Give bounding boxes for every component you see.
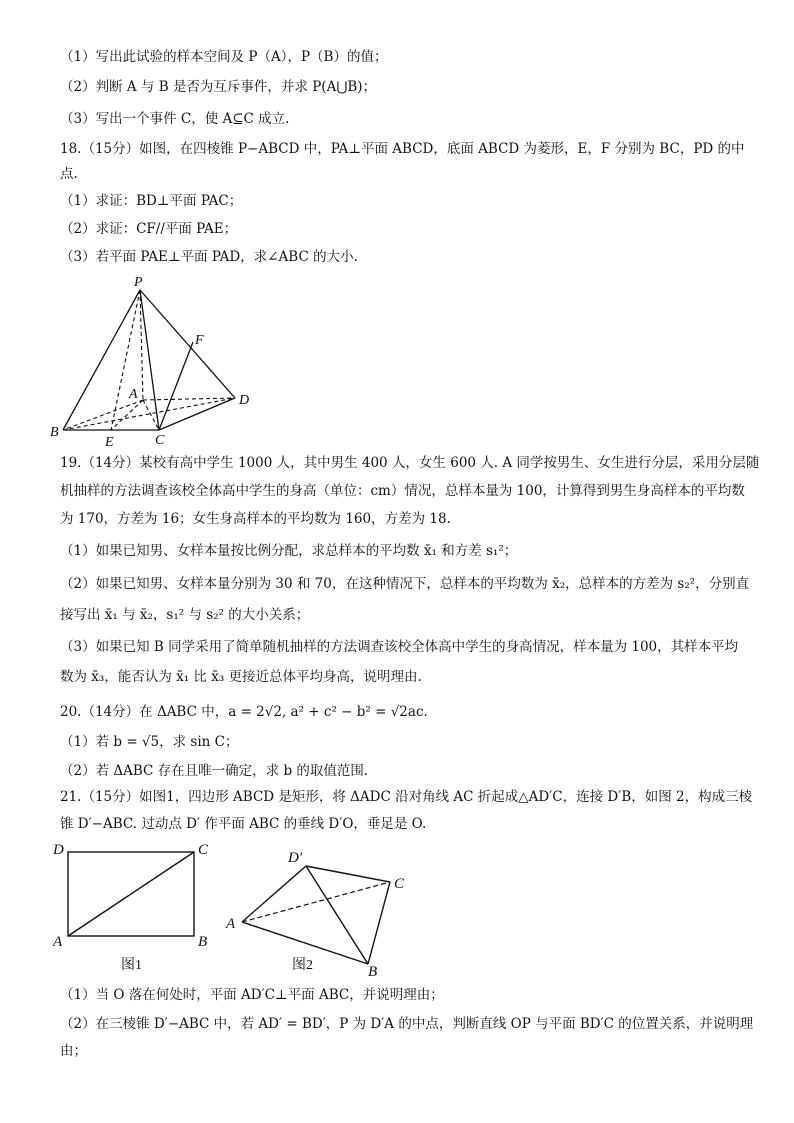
fig1-label-D: D — [53, 842, 64, 858]
diagonal-BD — [63, 398, 235, 430]
edge-DB — [306, 866, 368, 964]
q20-part1: （1）若 b = √5，求 sin C； — [60, 734, 239, 750]
q19-part2-line2: 接写出 x̄₁ 与 x̄₂，s₁² 与 s₂² 的大小关系； — [60, 607, 310, 623]
fig2-label-C: C — [394, 876, 405, 892]
label-C: C — [155, 433, 165, 448]
label-P: P — [134, 275, 143, 290]
q18-stem-line1: 18.（15分）如图，在四棱锥 P−ABCD 中，PA⊥平面 ABCD，底面 ABCD 为菱形，E，F 分别为 BC，PD 的中 — [60, 141, 745, 157]
edge-AD — [143, 398, 235, 400]
segment-PE — [111, 290, 140, 430]
fig2-caption: 图2 — [292, 958, 313, 973]
fig2-label-D: D′ — [288, 850, 303, 866]
q19-part1: （1）如果已知男、女样本量按比例分配，求总样本的平均数 x̄₁ 和方差 s₁²； — [60, 543, 518, 559]
edge-PB — [63, 290, 140, 430]
fig1-label-A: A — [53, 934, 63, 950]
diagonal-AC — [68, 852, 194, 936]
q21-part2-line1: （2）在三棱锥 D′−ABC 中，若 AD′ = BD′，P 为 D′A 的中点，判断直线 OP 与平面 BD′C 的位置关系，并说明理 — [60, 1016, 754, 1032]
pyramid-figure — [45, 270, 275, 450]
q17-part3: （3）写出一个事件 C，使 A⊆C 成立. — [60, 111, 290, 127]
q19-part2-line1: （2）如果已知男、女样本量分别为 30 和 70，在这种情况下，总样本的平均数为 x̄₂，总样本的方差为 s₂²，分别直 — [60, 576, 750, 592]
segment-AE — [111, 400, 143, 430]
fig2-label-A: A — [226, 916, 236, 932]
q19-stem-line2: 机抽样的方法调查该校全体高中学生的身高（单位：cm）情况，总样本量为 100，计算得到男生身高样本的平均数 — [60, 483, 745, 499]
edge-DC — [306, 866, 390, 882]
q19-part3-line1: （3）如果已知 B 同学采用了简单随机抽样的方法调查该校全体高中学生的身高情况，样本量为 100，其样本平均 — [60, 639, 739, 655]
label-E: E — [105, 435, 114, 450]
fig2-label-B: B — [368, 964, 378, 978]
figure1-rectangle — [48, 838, 223, 978]
label-A: A — [129, 387, 138, 402]
edge-PC — [140, 290, 159, 430]
q19-stem-line1: 19.（14分）某校有高中学生 1000 人，其中男生 400 人，女生 600 人. A 同学按男生、女生进行分层，采用分层随 — [60, 455, 760, 471]
q19-part3-line2: 数为 x̄₃，能否认为 x̄₁ 比 x̄₃ 更接近总体平均身高，说明理由. — [60, 669, 422, 685]
q21-stem-line2: 锥 D′−ABC. 过动点 D′ 作平面 ABC 的垂线 D′O，垂足是 O. — [60, 816, 427, 832]
edge-CD — [159, 398, 235, 430]
edge-AB — [63, 400, 143, 430]
segment-CF — [159, 342, 193, 430]
fig1-label-C: C — [198, 842, 209, 858]
edge-CB — [368, 882, 390, 964]
q18-part3: （3）若平面 PAE⊥平面 PAD，求∠ABC 的大小. — [60, 249, 358, 265]
q17-part1: （1）写出此试验的样本空间及 P（A），P（B）的值； — [60, 49, 388, 65]
edge-PD — [140, 290, 235, 398]
q21-stem-line1: 21.（15分）如图1，四边形 ABCD 是矩形，将 ΔADC 沿对角线 AC 折起成△AD′C，连接 D′B，如图 2，构成三棱 — [60, 789, 753, 805]
q20-part2: （2）若 ΔABC 存在且唯一确定，求 b 的取值范围. — [60, 763, 369, 779]
q20-stem: 20.（14分）在 ΔABC 中，a = 2√2, a² + c² − b² = √2ac. — [60, 704, 428, 720]
label-B: B — [50, 425, 59, 440]
q21-part2-line2: 由； — [60, 1043, 87, 1059]
q18-part2: （2）求证：CF//平面 PAE； — [60, 221, 238, 237]
q18-stem-line2: 点. — [60, 166, 78, 182]
figure2-tetrahedron — [222, 842, 422, 978]
q21-part1: （1）当 O 落在何处时，平面 AD′C⊥平面 ABC，并说明理由； — [60, 987, 444, 1003]
q17-part2: （2）判断 A 与 B 是否为互斥事件，并求 P(A⋃B)； — [60, 79, 377, 95]
label-D: D — [239, 393, 250, 408]
fig1-label-B: B — [198, 934, 208, 950]
label-F: F — [195, 333, 204, 348]
fig1-caption: 图1 — [121, 958, 142, 973]
q19-stem-line3: 为 170，方差为 16；女生身高样本的平均数为 160，方差为 18. — [60, 511, 451, 527]
q18-part1: （1）求证：BD⊥平面 PAC； — [60, 193, 243, 209]
